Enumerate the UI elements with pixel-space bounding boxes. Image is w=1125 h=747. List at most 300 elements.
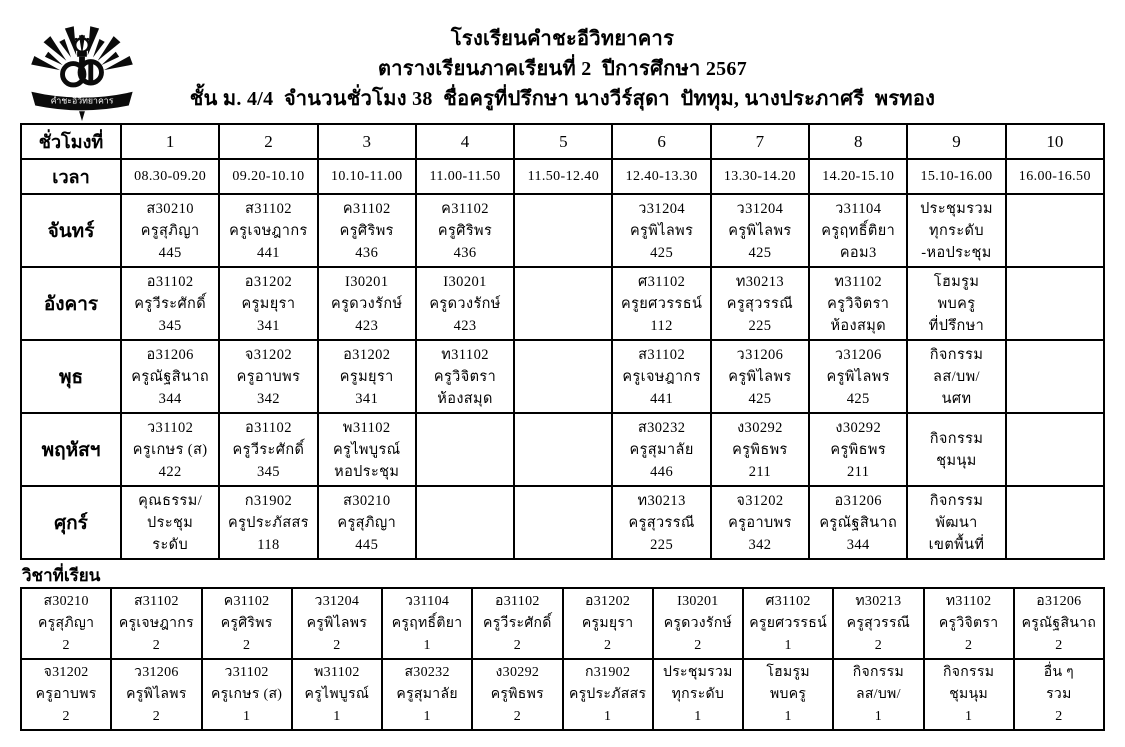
cell-line: ครูสุวรรณี (846, 615, 911, 631)
cell-line: 1 (784, 637, 792, 653)
cell-line: กิจกรรม (852, 664, 904, 680)
cell-line: โฮมรูม (766, 664, 810, 680)
cell-line: 1 (784, 708, 792, 724)
cell-line: 445 (355, 536, 379, 553)
subject-cell (1014, 659, 1104, 730)
period-number: 6 (612, 124, 710, 159)
cell-line: ครูประภัสสร (227, 514, 309, 531)
cell-line: ก31902 (584, 664, 631, 680)
cell-line: I30201 (677, 593, 719, 609)
cell-line: ครูพิธพร (490, 686, 544, 702)
cell-line: ครูเกษร (ส) (132, 441, 208, 458)
cell-line: ครูสุมาลัย (396, 686, 458, 702)
cell-line: ครูไพบูรณ์ (332, 441, 401, 458)
timetable-cell (612, 340, 710, 413)
cell-line: ครูสุวรรณี (628, 514, 695, 531)
cell-line: ท31102 (441, 346, 489, 363)
day-row (21, 413, 1104, 486)
cell-line: ระดับ (152, 536, 189, 553)
cell-line: ส31102 (133, 593, 179, 609)
cell-line: อื่น ๆ (1043, 664, 1074, 680)
cell-line: ครูณัฐสินาถ (131, 368, 210, 385)
cell-line: ที่ปรึกษา (928, 317, 985, 334)
period-number: 1 (121, 124, 219, 159)
cell-line: เขตพื้นที่ (928, 536, 985, 553)
cell-line: ห้องสมุด (437, 390, 493, 407)
cell-line: ว31102 (147, 419, 194, 436)
cell-line: อ31202 (343, 346, 391, 363)
cell-line: ลส/บพ/ (855, 686, 901, 702)
cell-line: ส30210 (342, 492, 391, 509)
time-slot: 09.20-10.10 (219, 159, 317, 194)
cell-line: 344 (846, 536, 870, 553)
subject-cell (202, 588, 292, 659)
subject-cell (743, 659, 833, 730)
cell-line: 341 (355, 390, 379, 407)
cell-line: ครูวิจิตรา (433, 368, 497, 385)
cell-line: ครูอาบพร (728, 514, 792, 531)
timetable-cell (809, 413, 907, 486)
timetable-cell (612, 194, 710, 267)
cell-line: ครูพิไลพร (126, 686, 187, 702)
cell-line: 1 (603, 708, 612, 724)
cell-line: 2 (964, 637, 973, 653)
cell-line: พ31102 (342, 419, 391, 436)
subject-cell (743, 588, 833, 659)
subjects-row (21, 588, 1104, 659)
timetable-cell (416, 340, 514, 413)
timetable-cell (121, 267, 219, 340)
cell-line: อ31206 (1036, 593, 1082, 609)
cell-line: ชุมนุม (936, 452, 977, 469)
cell-line: 345 (256, 463, 280, 480)
cell-line: ทุกระดับ (671, 686, 725, 702)
timetable-cell (318, 340, 416, 413)
cell-line: 2 (242, 637, 251, 653)
cell-line: 1 (333, 708, 341, 724)
cell-line: ครูพิธพร (830, 441, 887, 458)
logo-banner-text: คำชะอีวิทยาคาร (50, 95, 114, 106)
subject-cell (653, 659, 743, 730)
cell-line: 425 (650, 244, 674, 261)
subject-cell (563, 588, 653, 659)
cell-line: ครูวิจิตรา (938, 615, 999, 631)
timetable-cell (1006, 486, 1104, 559)
cell-line: ว31102 (224, 664, 269, 680)
cell-line: ค31102 (223, 593, 270, 609)
timetable-cell (907, 194, 1005, 267)
day-label: พุธ (21, 340, 121, 413)
timetable-cell (711, 194, 809, 267)
timetable-cell (1006, 340, 1104, 413)
cell-line: ว31204 (736, 200, 784, 217)
subject-cell (1014, 588, 1104, 659)
cell-line: คอม3 (839, 244, 877, 261)
timetable-cell (907, 340, 1005, 413)
cell-line: ท30213 (735, 273, 785, 290)
school-name: โรงเรียนคำชะอีวิทยาคาร (450, 28, 675, 50)
cell-line: โฮมรูม (933, 273, 980, 290)
cell-line: ว31206 (834, 346, 882, 363)
cell-line: ครูมยุรา (581, 615, 634, 631)
cell-line: ครูสุภิญา (38, 615, 95, 631)
timetable-cell (907, 486, 1005, 559)
cell-line: ครูพิไลพร (629, 222, 694, 239)
cell-line: 2 (152, 637, 161, 653)
subject-cell (202, 659, 292, 730)
cell-line: ศ31102 (765, 593, 811, 609)
period-number: 8 (809, 124, 907, 159)
cell-line: ครูยศวรรธน์ (749, 615, 827, 631)
cell-line: ครูดวงรักษ์ (331, 295, 403, 312)
timetable-cell (514, 486, 612, 559)
time-slot: 11.50-12.40 (514, 159, 612, 194)
cell-line: 2 (333, 637, 341, 653)
cell-line: ส31102 (244, 200, 292, 217)
cell-line: ครูประภัสสร (568, 686, 647, 702)
cell-line: อ31206 (834, 492, 882, 509)
timetable-cell (121, 413, 219, 486)
cell-line: ครูวีระศักดิ์ (134, 295, 207, 312)
timetable-cell (416, 413, 514, 486)
timetable-cell (318, 486, 416, 559)
cell-line: ลส/บพ/ (933, 368, 980, 385)
cell-line: I30201 (345, 273, 389, 290)
cell-line: 423 (453, 317, 477, 334)
cell-line: ง30292 (737, 419, 783, 436)
timetable-cell (711, 486, 809, 559)
cell-line: 1 (423, 637, 431, 653)
cell-line: อ31102 (146, 273, 194, 290)
subject-cell (563, 659, 653, 730)
period-number: 10 (1006, 124, 1104, 159)
subject-cell (472, 588, 562, 659)
cell-line: ว31104 (405, 593, 450, 609)
cell-line: 446 (650, 463, 674, 480)
cell-line: อ31202 (244, 273, 293, 290)
cell-line: 425 (748, 244, 772, 261)
subject-cell (292, 659, 382, 730)
cell-line: ครูสุวรรณี (726, 295, 794, 312)
timetable-cell (416, 267, 514, 340)
timetable-cell (1006, 413, 1104, 486)
cell-line: ชุมนุม (949, 686, 988, 702)
cell-line: 341 (256, 317, 280, 334)
time-slot: 10.10-11.00 (318, 159, 416, 194)
cell-line: 2 (694, 637, 702, 653)
timetable-cell (809, 194, 907, 267)
cell-line: ครูพิไลพร (306, 615, 368, 631)
semester-title: ตารางเรียนภาคเรียนที่ 2 ปีการศึกษา 2567 (377, 58, 748, 80)
cell-line: ครูดวงรักษ์ (663, 615, 733, 631)
timetable-cell (612, 267, 710, 340)
day-row (21, 486, 1104, 559)
cell-line: ครูพิไลพร (826, 368, 890, 385)
cell-line: พบครู (770, 686, 807, 702)
timetable-cell (416, 194, 514, 267)
timetable-cell (711, 267, 809, 340)
cell-line: ประชุมรวม (663, 664, 733, 680)
cell-line: 225 (748, 317, 772, 334)
period-number: 7 (711, 124, 809, 159)
cell-line: ประชุม (147, 514, 194, 531)
timetable-cell (809, 486, 907, 559)
cell-line: รวม (1046, 686, 1072, 702)
subject-cell (111, 659, 201, 730)
cell-line: 1 (242, 708, 251, 724)
cell-line: อ31202 (585, 593, 631, 609)
timetable-cell (514, 340, 612, 413)
timetable-cell (809, 340, 907, 413)
cell-line: ครูมยุรา (241, 295, 296, 312)
timetable-cell (318, 413, 416, 486)
timetable-cell (612, 486, 710, 559)
subject-cell (924, 659, 1014, 730)
subjects-row (21, 659, 1104, 730)
cell-line: ว31206 (736, 346, 784, 363)
subject-cell (21, 659, 111, 730)
time-slot: 16.00-16.50 (1006, 159, 1104, 194)
cell-line: ครูณัฐสินาถ (1021, 615, 1097, 631)
cell-line: ครูเกษร (ส) (210, 686, 283, 702)
cell-line: 211 (748, 463, 772, 480)
subject-cell (833, 588, 923, 659)
cell-line: ครูศิริพร (437, 222, 493, 239)
subject-cell (382, 588, 472, 659)
cell-line: กิจกรรม (929, 346, 984, 363)
cell-line: 225 (650, 536, 674, 553)
weekly-timetable (20, 123, 1105, 560)
cell-line: 1 (423, 708, 431, 724)
cell-line: ท31102 (945, 593, 992, 609)
cell-line: อ31102 (495, 593, 540, 609)
cell-line: ครูฤทธิ์ติยา (821, 222, 896, 239)
cell-line: ง30292 (495, 664, 540, 680)
timetable-cell (121, 340, 219, 413)
cell-line: ทุกระดับ (929, 222, 984, 239)
day-row (21, 340, 1104, 413)
cell-line: ครูฤทธิ์ติยา (391, 615, 463, 631)
day-label: ศุกร์ (21, 486, 121, 559)
cell-line: นศท (941, 390, 972, 407)
cell-line: อ31206 (146, 346, 194, 363)
timetable-cell (219, 413, 317, 486)
timetable-cell (318, 194, 416, 267)
cell-line: ท30213 (855, 593, 902, 609)
cell-line: อ31102 (245, 419, 292, 436)
cell-line: ครูพิไลพร (728, 368, 792, 385)
cell-line: 2 (874, 637, 883, 653)
cell-line: ครูณัฐสินาถ (819, 514, 898, 531)
subject-cell (924, 588, 1014, 659)
timetable-cell (711, 413, 809, 486)
timetable-cell (514, 267, 612, 340)
cell-line: 441 (256, 244, 280, 261)
period-number: 5 (514, 124, 612, 159)
cell-line: พ31102 (314, 664, 360, 680)
cell-line: ส30210 (146, 200, 194, 217)
cell-line: 342 (748, 536, 772, 553)
subject-cell (21, 588, 111, 659)
subject-cell (833, 659, 923, 730)
timetable-cell (219, 486, 317, 559)
cell-line: ครูเจษฎากร (229, 222, 308, 239)
cell-line: 2 (62, 708, 70, 724)
cell-line: ครูอาบพร (236, 368, 301, 385)
period-row (21, 124, 1104, 159)
time-slot: 11.00-11.50 (416, 159, 514, 194)
timetable-cell (907, 267, 1005, 340)
day-label: พฤหัสฯ (21, 413, 121, 486)
cell-line: ค31102 (441, 200, 489, 217)
cell-line: ครูมยุรา (339, 368, 394, 385)
day-label: จันทร์ (21, 194, 121, 267)
cell-line: จ31202 (736, 492, 784, 509)
cell-line: ครูพิไลพร (728, 222, 792, 239)
subject-cell (472, 659, 562, 730)
day-label: อังคาร (21, 267, 121, 340)
cell-line: ครูพิธพร (732, 441, 788, 458)
cell-line: ครูสุมาลัย (629, 441, 694, 458)
timetable-cell (514, 194, 612, 267)
cell-line: ว31206 (134, 664, 179, 680)
cell-line: 2 (1055, 708, 1063, 724)
timetable-cell (121, 486, 219, 559)
cell-line: ครูสุภิญา (140, 222, 200, 239)
cell-line: 2 (62, 637, 70, 653)
cell-line: ครูศิริพร (339, 222, 394, 239)
header-titles (0, 24, 1125, 114)
cell-line: ครูเจษฎากร (622, 368, 701, 385)
cell-line: ส31102 (638, 346, 686, 363)
cell-line: ท30213 (637, 492, 686, 509)
timetable-cell (416, 486, 514, 559)
cell-line: 1 (874, 708, 883, 724)
time-slot: 12.40-13.30 (612, 159, 710, 194)
class-info: ชั้น ม. 4/4 จำนวนชั่วโมง 38 ชื่อครูที่ปรึกษา นางวีร์สุดา ปัททุม, นางประภาศรี พรทอง (189, 88, 936, 110)
cell-line: จ31202 (244, 346, 293, 363)
cell-line: ครูศิริพร (220, 615, 273, 631)
timetable-cell (514, 413, 612, 486)
timetable-cell (318, 267, 416, 340)
period-number: 9 (907, 124, 1005, 159)
cell-line: คุณธรรม/ (138, 492, 203, 509)
subject-cell (111, 588, 201, 659)
cell-line: 441 (650, 390, 674, 407)
cell-line: ครูเจษฎากร (118, 615, 194, 631)
cell-line: หอประชุม (334, 463, 400, 480)
period-header-label: ชั่วโมงที่ (21, 124, 121, 159)
cell-line: 1 (694, 708, 702, 724)
cell-line: ครูวิจิตรา (827, 295, 890, 312)
period-number: 2 (219, 124, 317, 159)
cell-line: I30201 (443, 273, 487, 290)
period-number: 3 (318, 124, 416, 159)
cell-line: 436 (453, 244, 477, 261)
cell-line: ว31204 (638, 200, 686, 217)
time-slot: 13.30-14.20 (711, 159, 809, 194)
time-header-label: เวลา (21, 159, 121, 194)
cell-line: ครูวีระศักดิ์ (483, 615, 552, 631)
time-slot: 08.30-09.20 (121, 159, 219, 194)
cell-line: ว31104 (835, 200, 882, 217)
cell-line: 2 (513, 708, 522, 724)
cell-line: ง30292 (835, 419, 882, 436)
subject-cell (653, 588, 743, 659)
timetable-cell (907, 413, 1005, 486)
subjects-label: วิชาที่เรียน (22, 566, 101, 585)
cell-line: 422 (158, 463, 182, 480)
timetable-cell (809, 267, 907, 340)
cell-line: 425 (846, 390, 870, 407)
time-slot: 15.10-16.00 (907, 159, 1005, 194)
cell-line: พัฒนา (935, 514, 978, 531)
cell-line: ครูอาบพร (35, 686, 97, 702)
cell-line: ครูสุภิญา (337, 514, 397, 531)
cell-line: 118 (257, 536, 280, 553)
timetable-cell (219, 267, 317, 340)
cell-line: 425 (748, 390, 772, 407)
cell-line: พบครู (937, 295, 976, 312)
timetable-cell (612, 413, 710, 486)
subject-cell (292, 588, 382, 659)
day-row (21, 194, 1104, 267)
cell-line: 2 (513, 637, 522, 653)
timetable-cell (121, 194, 219, 267)
cell-line: ห้องสมุด (830, 317, 887, 334)
cell-line: กิจกรรม (929, 492, 984, 509)
cell-line: กิจกรรม (929, 430, 984, 447)
cell-line: 2 (1055, 637, 1063, 653)
cell-line: -หอประชุม (921, 244, 992, 261)
cell-line: ครูยศวรรธน์ (620, 295, 703, 312)
cell-line: 2 (603, 637, 612, 653)
time-slot: 14.20-15.10 (809, 159, 907, 194)
timetable-cell (1006, 267, 1104, 340)
cell-line: กิจกรรม (943, 664, 995, 680)
period-number: 4 (416, 124, 514, 159)
cell-line: 1 (964, 708, 973, 724)
subject-cell (382, 659, 472, 730)
timetable-cell (219, 194, 317, 267)
timetable-cell (219, 340, 317, 413)
cell-line: ครูวีระศักดิ์ (232, 441, 305, 458)
cell-line: ก31902 (244, 492, 293, 509)
cell-line: ส30210 (43, 593, 89, 609)
cell-line: ส30232 (404, 664, 450, 680)
cell-line: 2 (152, 708, 161, 724)
cell-line: ว31204 (314, 593, 360, 609)
time-row (21, 159, 1104, 194)
cell-line: ค31102 (342, 200, 391, 217)
cell-line: จ31202 (43, 664, 89, 680)
timetable-cell (711, 340, 809, 413)
cell-line: 423 (355, 317, 379, 334)
cell-line: ส30232 (637, 419, 686, 436)
timetable-cell (1006, 194, 1104, 267)
cell-line: 344 (158, 390, 182, 407)
cell-line: 436 (355, 244, 379, 261)
cell-line: ครูไพบูรณ์ (304, 686, 370, 702)
cell-line: ท31102 (834, 273, 883, 290)
cell-line: 211 (847, 463, 870, 480)
subjects-table (20, 587, 1105, 731)
day-row (21, 267, 1104, 340)
cell-line: ประชุมรวม (920, 200, 993, 217)
cell-line: ศ31102 (637, 273, 686, 290)
cell-line: 445 (158, 244, 182, 261)
cell-line: 342 (256, 390, 280, 407)
